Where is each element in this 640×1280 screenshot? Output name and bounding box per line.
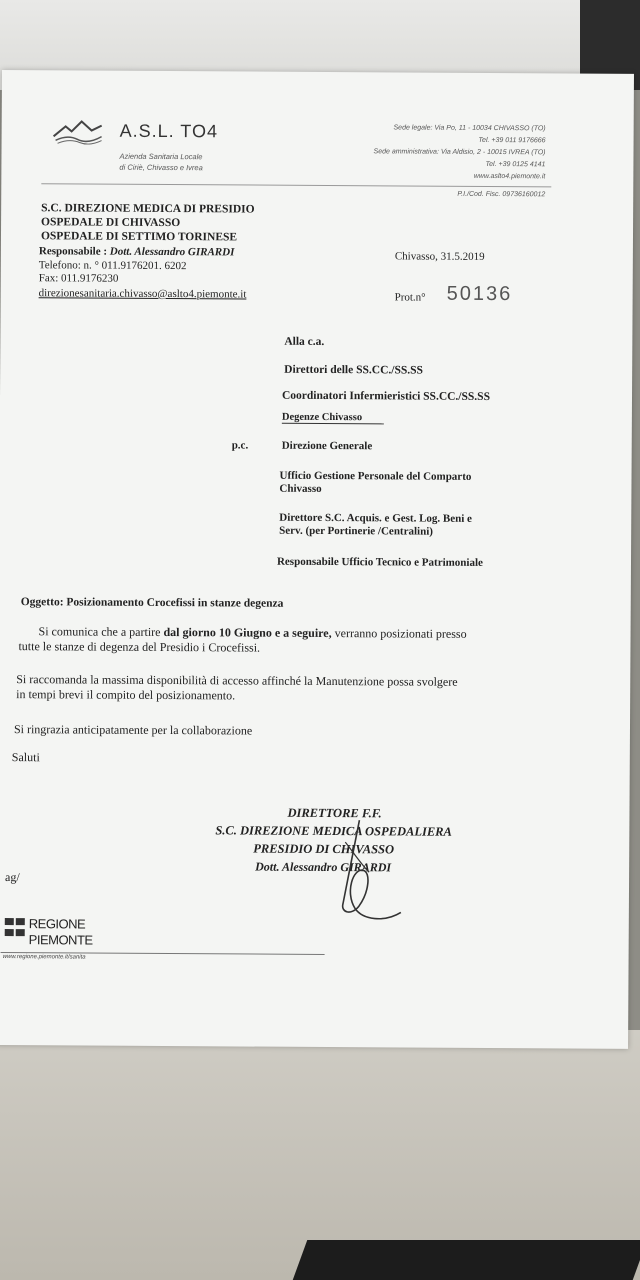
initials: ag/ [5,870,20,885]
body-p1-b: dal giorno 10 Giugno e a seguire, [163,624,332,641]
asl-logo-icon [52,118,104,144]
sede-amm-tel: Tel. +39 0125 4141 [485,160,546,169]
body-p1-c: verranno posizionati presso [334,626,467,641]
subject: Oggetto: Posizionamento Crocefissi in stanze degenza [20,596,284,610]
body-p2-line2: in tempi brevi il compito del posizionamento. [16,687,236,703]
responsabile-name: Dott. Alessandro GIRARDI [109,245,235,259]
protocol-number: 50136 [446,282,513,306]
org-subtitle-1: Azienda Sanitaria Locale [119,151,203,162]
regione-line-1: REGIONE [28,916,86,932]
pc-label: p.c. [231,439,249,452]
closing: Saluti [11,750,40,765]
regione-line-2: PIEMONTE [28,932,93,948]
body-p2-line1: Si raccomanda la massima disponibilità di accesso affinché la Manutenzione possa svolgere [16,672,458,689]
regione-flag-icon [5,918,27,940]
letter-page [0,70,634,1049]
header-divider [41,183,551,187]
recipient-direttori: Direttori delle SS.CC./SS.SS [284,363,423,377]
pc-responsabile-tecnico: Responsabile Ufficio Tecnico e Patrimoniale [276,555,483,569]
protocol-label: Prot.n° [394,291,426,304]
website: www.aslto4.piemonte.it [473,172,546,181]
body-p1-a: Si comunica che a partire [38,624,161,639]
fax: Fax: 011.9176230 [38,272,119,285]
date-place: Chivasso, 31.5.2019 [394,250,485,263]
pc-direttore-acquis-2: Serv. (per Portinerie /Centralini) [279,524,433,538]
signature-title: DIRETTORE F.F. [287,805,382,821]
sede-legale: Sede legale: Via Po, 11 - 10034 CHIVASSO (TO) [393,124,546,133]
sender-line-1: S.C. DIREZIONE MEDICA DI PRESIDIO [41,202,255,216]
responsabile [39,245,235,258]
alla-ca: Alla c.a. [284,335,325,348]
pc-ufficio-gestione: Ufficio Gestione Personale del Comparto [279,469,472,483]
signature-name: Dott. Alessandro GIRARDI [255,859,392,875]
recipient-coordinatori: Coordinatori Infermieristici SS.CC./SS.SS [281,389,491,403]
background-shadow [293,1240,640,1280]
sede-amministrativa: Sede amministrativa: Via Aldisio, 2 - 10015 IVREA (TO) [373,148,546,157]
handwritten-signature-icon [315,812,416,933]
pc-direttore-acquis: Direttore S.C. Acquis. e Gest. Log. Beni e [279,511,473,525]
signature-presidio: PRESIDIO DI CHIVASSO [253,841,395,857]
org-name: A.S.L. TO4 [119,120,219,142]
email-link[interactable]: direzionesanitaria.chivasso@aslto4.piemonte.it [38,287,247,301]
recipient-degenze: Degenze Chivasso [282,412,384,425]
body-p3: Si ringrazia anticipatamente per la collaborazione [13,722,253,738]
piva: P.I./Cod. Fisc. 09736160012 [457,190,546,199]
sender-line-3: OSPEDALE DI SETTIMO TORINESE [40,230,238,244]
pc-direzione-generale: Direzione Generale [281,439,373,453]
sede-legale-tel: Tel. +39 011 9176666 [478,136,546,145]
sender-line-2: OSPEDALE DI CHIVASSO [41,216,181,230]
responsabile-label: Responsabile : [38,245,108,258]
org-subtitle-2: di Ciriè, Chivasso e Ivrea [119,162,203,173]
signature-dept: S.C. DIREZIONE MEDICA OSPEDALIERA [215,823,452,839]
telefono: Telefono: n. ° 011.9176201. 6202 [38,259,187,273]
body-p1-line2: tutte le stanze di degenza del Presidio i Crocefissi. [18,639,261,655]
regione-url[interactable]: www.regione.piemonte.it/sanita [2,954,86,961]
pc-ufficio-gestione-city: Chivasso [279,482,322,495]
